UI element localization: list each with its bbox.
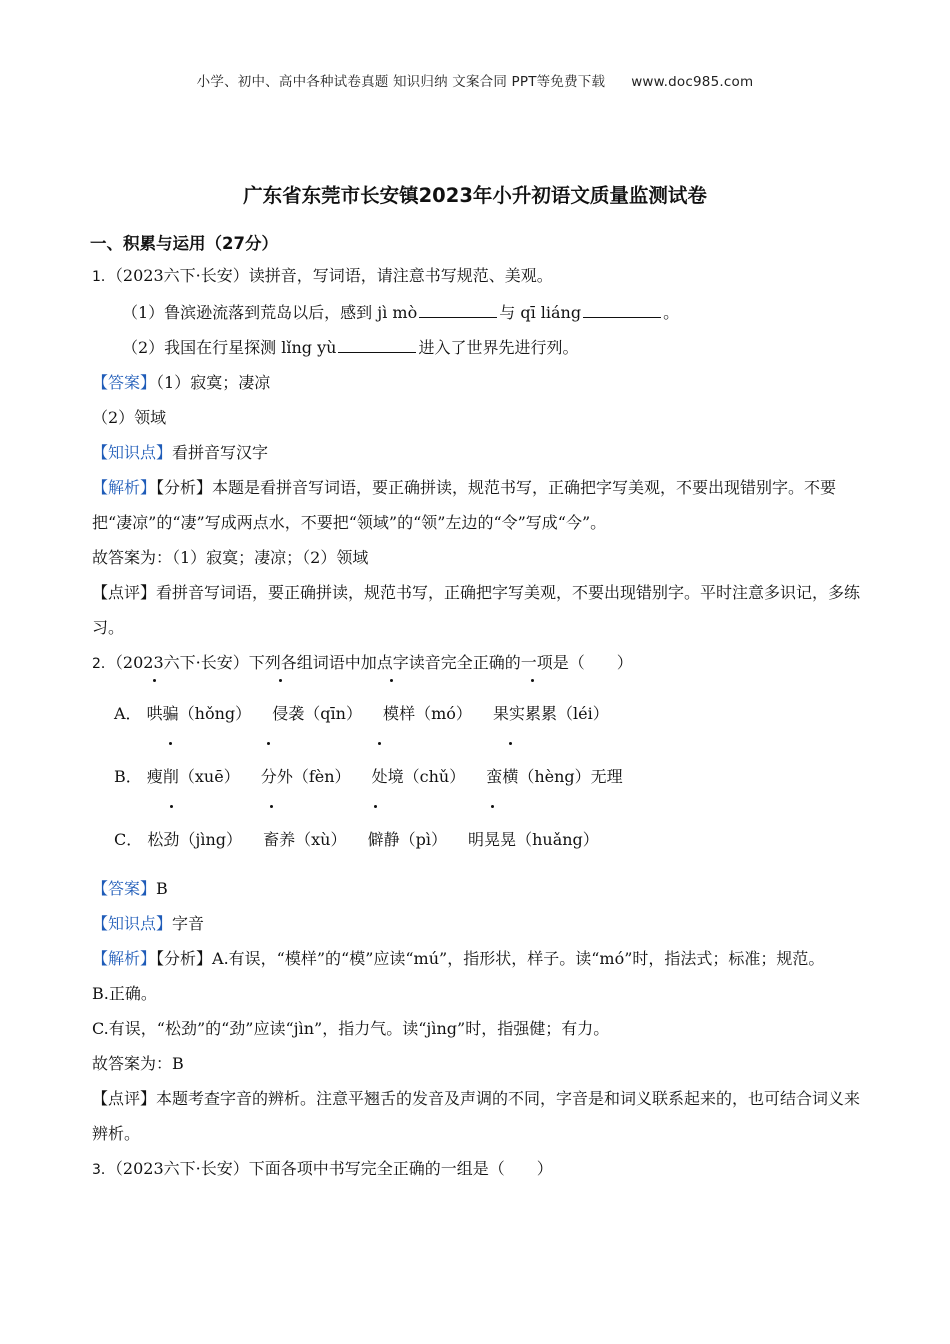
q3-source: （2023六下·长安）	[114, 1159, 249, 1178]
q2-c-line: C.有误，“松劲”的“劲”应读“jìn”，指力气。读“jìng”时，指强健；有力。	[92, 1019, 610, 1038]
q1-knowledge-point	[92, 435, 862, 470]
option-label: C．	[114, 830, 143, 849]
answer-blank[interactable]	[338, 334, 416, 353]
dotted-char: 畜	[263, 808, 279, 871]
exam-content	[92, 230, 862, 1188]
q2-number: 2．	[92, 656, 115, 672]
q1-sub1-text: （1）鲁滨逊流落到荒岛以后，感到 jì mò	[122, 303, 418, 322]
q2-final: 故答案为：B	[92, 1054, 184, 1073]
q1-sub2-text-b: 进入了世界先进行列。	[418, 338, 579, 357]
q1-stem	[92, 258, 862, 295]
knowledge-label: 【知识点】	[92, 443, 173, 462]
word-group: 分外（fèn）	[261, 745, 351, 808]
header-text: 小学、初中、高中各种试卷真题 知识归纳 文案合同 PPT等免费下载	[196, 74, 606, 90]
dotted-char: 晃	[484, 808, 500, 871]
q2-analysis-text: 【分析】A.有误，“模样”的“模”应读“mú”，指形状，样子。读“mó”时，指法式；标准；规范。	[156, 949, 825, 968]
page-title: 广东省东莞市长安镇2023年小升初语文质量监测试卷	[243, 184, 707, 207]
q1-analysis-text: 【分析】本题是看拼音写词语，要正确拼读，规范书写，正确把字写美观，不要出现错别字。不要把“凄凉”的“凄”写成两点水，不要把“领域”的“领”左边的“令”写成“今”。	[92, 478, 837, 532]
answer-blank[interactable]	[419, 299, 497, 318]
q2-stem-text: 下列各组词语中加点字读音完全正确的一项是（ ）	[248, 653, 633, 672]
analysis-label: 【解析】	[92, 949, 157, 968]
q2-knowledge-point	[92, 906, 862, 941]
word-group: 松劲（jìng）	[147, 808, 242, 871]
dotted-char: 处	[372, 745, 388, 808]
q1-sub2	[92, 330, 862, 365]
dotted-char: 削	[163, 745, 179, 808]
q2-b-line: B.正确。	[92, 984, 157, 1003]
q2-source: （2023六下·长安）	[114, 653, 249, 672]
q1-answer-1: （1）寂寞；凄凉	[156, 373, 271, 392]
q2-comment: 【点评】本题考查字音的辨析。注意平翘舌的发音及声调的不同，字音是和词义联系起来的，也可结合词义来辨析。	[92, 1089, 861, 1143]
answer-blank[interactable]	[583, 299, 661, 318]
analysis-label: 【解析】	[92, 478, 157, 497]
question-2	[92, 645, 862, 1151]
word-group: 僻静（pì）	[368, 808, 447, 871]
q2-answer	[92, 871, 862, 906]
q1-kp-text: 看拼音写汉字	[172, 443, 269, 462]
page-header	[0, 70, 950, 90]
q2-answer-text: B	[156, 879, 168, 898]
word-group: 处境（chǔ）	[372, 745, 466, 808]
answer-label: 【答案】	[92, 373, 157, 392]
answer-label: 【答案】	[92, 879, 157, 898]
q2-analysis	[92, 941, 862, 976]
word-group: 明晃晃（huǎng）	[468, 808, 599, 871]
q1-number: 1．	[92, 269, 115, 285]
section-heading: 一、积累与运用（27分）	[90, 234, 278, 253]
q1-final: 故答案为：（1）寂寞；凄凉；（2）领域	[92, 548, 369, 567]
dotted-char: 累	[525, 682, 541, 745]
q1-analysis	[92, 470, 862, 540]
word-group: 畜养（xù）	[263, 808, 346, 871]
word-group: 侵袭（qīn）	[272, 682, 362, 745]
dotted-char: 哄	[147, 682, 163, 745]
word-group: 蛮横（hèng）无理	[486, 745, 622, 808]
q1-source: （2023六下·长安）	[114, 266, 249, 285]
q1-answer	[92, 365, 862, 400]
word-group: 哄骗（hǒng）	[147, 682, 252, 745]
option-c[interactable]	[92, 808, 862, 871]
dotted-char: 侵	[272, 682, 288, 745]
question-1	[92, 258, 862, 645]
q1-sub2-text: （2）我国在行星探测 lǐng yù	[122, 338, 337, 357]
word-group: 瘦削（xuē）	[147, 745, 240, 808]
word-group: 模样（mó）	[383, 682, 472, 745]
q2-kp-text: 字音	[172, 914, 205, 933]
q1-comment: 【点评】看拼音写词语，要正确拼读，规范书写，正确把字写美观，不要出现错别字。平时注意多识记，多练习。	[92, 583, 861, 637]
word-group: 果实累累（léi）	[493, 682, 609, 745]
option-b[interactable]	[92, 745, 862, 808]
option-label: A．	[114, 704, 142, 723]
dotted-char: 模	[383, 682, 399, 745]
option-a[interactable]	[92, 682, 862, 745]
q1-stem-text: 读拼音，写词语，请注意书写规范、美观。	[248, 266, 553, 285]
q1-sub1-text-b: 与 qī liáng	[499, 303, 582, 322]
q1-sub1	[92, 295, 862, 330]
dotted-char: 僻	[368, 808, 384, 871]
q2-stem	[92, 645, 862, 682]
dotted-char: 分	[261, 745, 277, 808]
q3-stem-text: 下面各项中书写完全正确的一组是（ ）	[248, 1159, 553, 1178]
header-url[interactable]: www.doc985.com	[631, 74, 754, 90]
knowledge-label: 【知识点】	[92, 914, 173, 933]
q1-sub1-end: 。	[663, 303, 680, 322]
q3-number: 3．	[92, 1162, 115, 1178]
question-3	[92, 1151, 862, 1188]
option-label: B．	[114, 767, 142, 786]
dotted-char: 劲	[163, 808, 179, 871]
q1-answer-2: （2）领域	[92, 408, 167, 427]
dotted-char: 横	[502, 745, 518, 808]
